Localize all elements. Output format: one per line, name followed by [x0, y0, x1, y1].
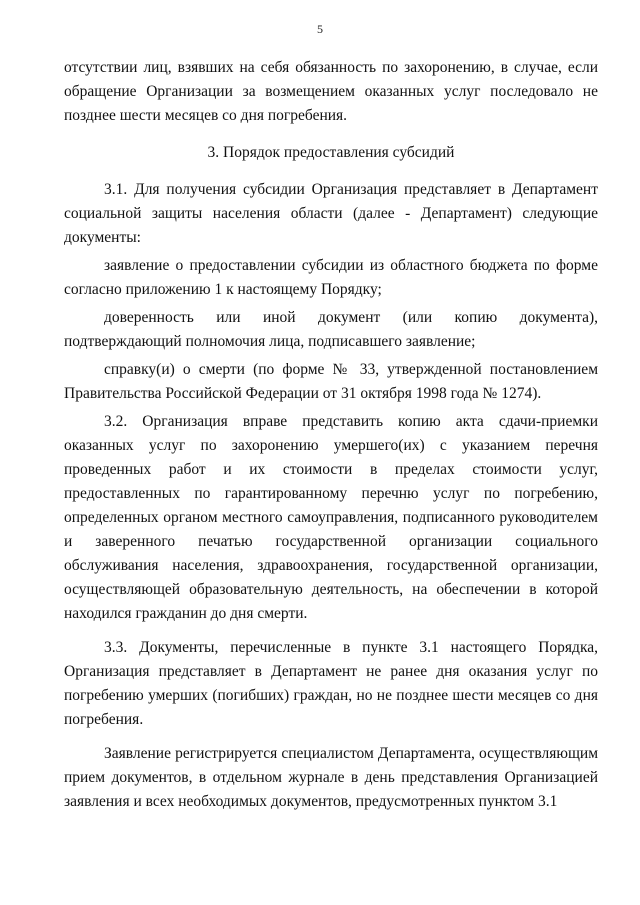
paragraph-3-1: 3.1. Для получения субсидии Организация представляет в Департамент социальной защиты населения области (далее - Департамент) следующие документы:: [64, 181, 598, 246]
document-body: [64, 56, 598, 814]
list-item-power-of-attorney: доверенность или иной документ (или копию документа), подтверждающий полномочия лица, подписавшего заявление;: [64, 309, 598, 350]
list-item-application: заявление о предоставлении субсидии из областного бюджета по форме согласно приложению 1 к настоящему Порядку;: [64, 257, 598, 298]
paragraph-registration: Заявление регистрируется специалистом Департамента, осуществляющим прием документов, в отдельном журнале в день представления Организацией заявления и всех необходимых документов, предусмотренных пунктом 3.1: [64, 745, 598, 810]
section-heading: 3. Порядок предоставления субсидий: [207, 144, 455, 161]
paragraph-3-3: 3.3. Документы, перечисленные в пункте 3.1 настоящего Порядка, Организация представляет в Департамент не ранее дня оказания услуг по погребению умерших (погибших) граждан, но не позднее шести месяцев со дня погребения.: [64, 639, 598, 728]
list-item-death-certificate: справку(и) о смерти (по форме № 33, утвержденной постановлением Правительства Российской Федерации от 31 октября 1998 года № 1274).: [64, 361, 598, 402]
page-number: 5: [317, 22, 323, 36]
paragraph-3-2: 3.2. Организация вправе представить копию акта сдачи-приемки оказанных услуг по захоронению умершего(их) с указанием перечня проведенных работ и их стоимости в пределах стоимости услуг, предоставленных по гарантированному перечню услуг по погребению, определенных органом местного самоуправления, подписанного руководителем и заверенного печатью государственной организации социального обслуживания населения, здравоохранения, государственной организации, осуществляющей образовательную деятельность, на обеспечении в которой находился гражданин до дня смерти.: [64, 413, 598, 622]
paragraph-continuation: отсутствии лиц, взявших на себя обязанность по захоронению, в случае, если обращение Организации за возмещением оказанных услуг последовало не позднее шести месяцев со дня погребения.: [64, 59, 598, 124]
